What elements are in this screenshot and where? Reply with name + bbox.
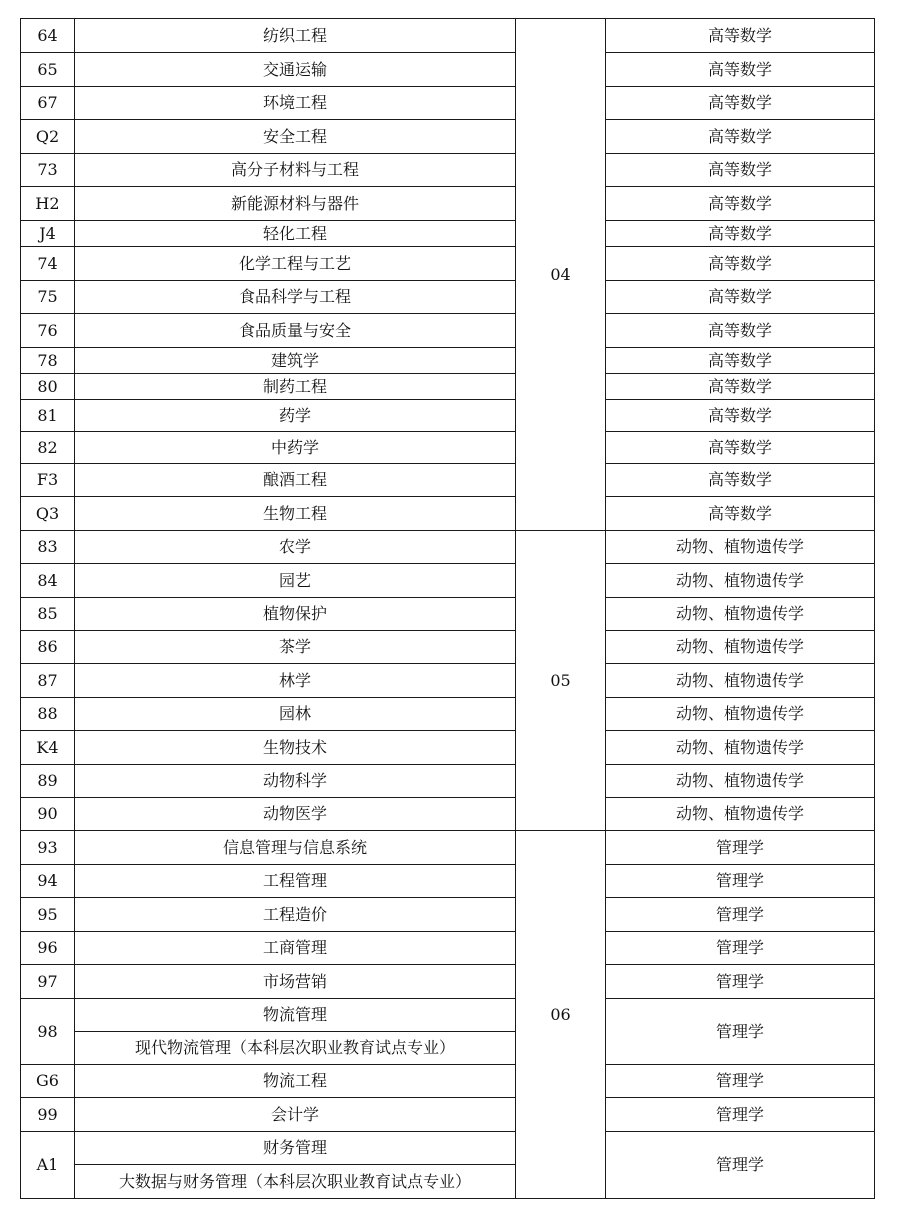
major-name: 生物工程: [75, 497, 516, 531]
table-row: [21, 564, 875, 598]
group-code: 06: [516, 831, 606, 1199]
group-code: 05: [516, 531, 606, 831]
major-name: 新能源材料与器件: [75, 187, 516, 221]
major-code: 81: [21, 400, 75, 432]
major-name: 动物医学: [75, 798, 516, 831]
major-name: 工商管理: [75, 932, 516, 965]
table-row: [21, 831, 875, 865]
major-code: 82: [21, 432, 75, 464]
exam-subject: 管理学: [606, 932, 875, 965]
major-code: G6: [21, 1065, 75, 1098]
exam-subject: 高等数学: [606, 87, 875, 120]
table-row: [21, 531, 875, 564]
exam-subject: 管理学: [606, 1098, 875, 1132]
major-code: F3: [21, 464, 75, 497]
table-row: [21, 731, 875, 765]
table-row: [21, 497, 875, 531]
major-code: 97: [21, 965, 75, 999]
major-name: 安全工程: [75, 120, 516, 154]
major-name: 物流工程: [75, 1065, 516, 1098]
major-name: 酿酒工程: [75, 464, 516, 497]
exam-subject: 动物、植物遗传学: [606, 598, 875, 631]
table-row: [21, 374, 875, 400]
major-code: 85: [21, 598, 75, 631]
major-name: 工程造价: [75, 898, 516, 932]
exam-subject: 动物、植物遗传学: [606, 531, 875, 564]
major-code: 87: [21, 664, 75, 698]
major-name: 物流管理: [75, 999, 516, 1032]
major-name: 工程管理: [75, 865, 516, 898]
table-row: [21, 1065, 875, 1098]
major-name: 高分子材料与工程: [75, 154, 516, 187]
major-code: 84: [21, 564, 75, 598]
exam-subject: 管理学: [606, 831, 875, 865]
exam-subject: 高等数学: [606, 53, 875, 87]
table-row: [21, 53, 875, 87]
major-name: 林学: [75, 664, 516, 698]
major-code: 86: [21, 631, 75, 664]
exam-subject: 高等数学: [606, 464, 875, 497]
major-code: 76: [21, 314, 75, 348]
table-row: [21, 1098, 875, 1132]
exam-subject: 管理学: [606, 865, 875, 898]
exam-subject: 动物、植物遗传学: [606, 564, 875, 598]
major-name: 食品科学与工程: [75, 281, 516, 314]
exam-subject: 高等数学: [606, 154, 875, 187]
exam-subject: 高等数学: [606, 281, 875, 314]
major-code: 96: [21, 932, 75, 965]
exam-subject: 高等数学: [606, 19, 875, 53]
table-row: [21, 464, 875, 497]
major-code: 94: [21, 865, 75, 898]
major-name: 环境工程: [75, 87, 516, 120]
table-row: [21, 598, 875, 631]
major-name: 生物技术: [75, 731, 516, 765]
table-row: [21, 432, 875, 464]
table-row: [21, 765, 875, 798]
major-name: 园林: [75, 698, 516, 731]
major-code: 64: [21, 19, 75, 53]
table-row: [21, 120, 875, 154]
table-row: [21, 400, 875, 432]
exam-subject: 管理学: [606, 1132, 875, 1199]
major-code: 83: [21, 531, 75, 564]
major-code: 75: [21, 281, 75, 314]
exam-subject: 动物、植物遗传学: [606, 798, 875, 831]
table-row: [21, 932, 875, 965]
major-code: A1: [21, 1132, 75, 1199]
exam-subject: 管理学: [606, 1065, 875, 1098]
exam-subject: 动物、植物遗传学: [606, 698, 875, 731]
exam-subject: 高等数学: [606, 348, 875, 374]
major-name: 财务管理: [75, 1132, 516, 1165]
table-row: [21, 999, 875, 1032]
major-code: 98: [21, 999, 75, 1065]
major-name: 纺织工程: [75, 19, 516, 53]
exam-subject: 动物、植物遗传学: [606, 731, 875, 765]
exam-subject: 高等数学: [606, 221, 875, 247]
major-code: 89: [21, 765, 75, 798]
major-code: 65: [21, 53, 75, 87]
table-row: [21, 154, 875, 187]
major-code: 74: [21, 247, 75, 281]
major-code: Q2: [21, 120, 75, 154]
major-code: Q3: [21, 497, 75, 531]
major-code: 93: [21, 831, 75, 865]
table-row: [21, 348, 875, 374]
exam-subject: 动物、植物遗传学: [606, 765, 875, 798]
major-name: 中药学: [75, 432, 516, 464]
table-row: [21, 247, 875, 281]
exam-subject: 高等数学: [606, 120, 875, 154]
major-name: 农学: [75, 531, 516, 564]
major-name: 现代物流管理（本科层次职业教育试点专业）: [75, 1032, 516, 1065]
table-row: [21, 664, 875, 698]
group-code: 04: [516, 19, 606, 531]
exam-subject: 动物、植物遗传学: [606, 631, 875, 664]
table-row: [21, 865, 875, 898]
exam-subject: 高等数学: [606, 314, 875, 348]
table-row: [21, 698, 875, 731]
major-name: 交通运输: [75, 53, 516, 87]
table-row: [21, 798, 875, 831]
major-name: 化学工程与工艺: [75, 247, 516, 281]
exam-subject: 管理学: [606, 898, 875, 932]
major-name: 药学: [75, 400, 516, 432]
major-name: 会计学: [75, 1098, 516, 1132]
exam-subject: 高等数学: [606, 432, 875, 464]
table-row: [21, 965, 875, 999]
major-code: 80: [21, 374, 75, 400]
exam-subject: 高等数学: [606, 247, 875, 281]
table-row: [21, 1132, 875, 1165]
major-name: 茶学: [75, 631, 516, 664]
table-row: [21, 898, 875, 932]
table-row: [21, 221, 875, 247]
major-name: 植物保护: [75, 598, 516, 631]
major-subject-table: [20, 18, 875, 1199]
major-name: 制药工程: [75, 374, 516, 400]
major-name: 园艺: [75, 564, 516, 598]
major-code: 78: [21, 348, 75, 374]
table-row: [21, 281, 875, 314]
major-name: 市场营销: [75, 965, 516, 999]
major-code: 90: [21, 798, 75, 831]
exam-subject: 高等数学: [606, 400, 875, 432]
major-name: 食品质量与安全: [75, 314, 516, 348]
major-code: 95: [21, 898, 75, 932]
table-row: [21, 187, 875, 221]
table-row: [21, 19, 875, 53]
major-code: K4: [21, 731, 75, 765]
exam-subject: 管理学: [606, 965, 875, 999]
exam-subject: 高等数学: [606, 497, 875, 531]
major-code: 99: [21, 1098, 75, 1132]
table-row: [21, 631, 875, 664]
major-code: J4: [21, 221, 75, 247]
exam-subject: 管理学: [606, 999, 875, 1065]
major-code: 73: [21, 154, 75, 187]
table-body: [21, 19, 875, 1199]
major-code: 88: [21, 698, 75, 731]
major-name: 动物科学: [75, 765, 516, 798]
major-code: 67: [21, 87, 75, 120]
table-row: [21, 314, 875, 348]
exam-subject: 高等数学: [606, 187, 875, 221]
major-name: 大数据与财务管理（本科层次职业教育试点专业）: [75, 1165, 516, 1199]
major-code: H2: [21, 187, 75, 221]
major-name: 建筑学: [75, 348, 516, 374]
table-row: [21, 87, 875, 120]
major-name: 信息管理与信息系统: [75, 831, 516, 865]
exam-subject: 高等数学: [606, 374, 875, 400]
major-name: 轻化工程: [75, 221, 516, 247]
exam-subject: 动物、植物遗传学: [606, 664, 875, 698]
